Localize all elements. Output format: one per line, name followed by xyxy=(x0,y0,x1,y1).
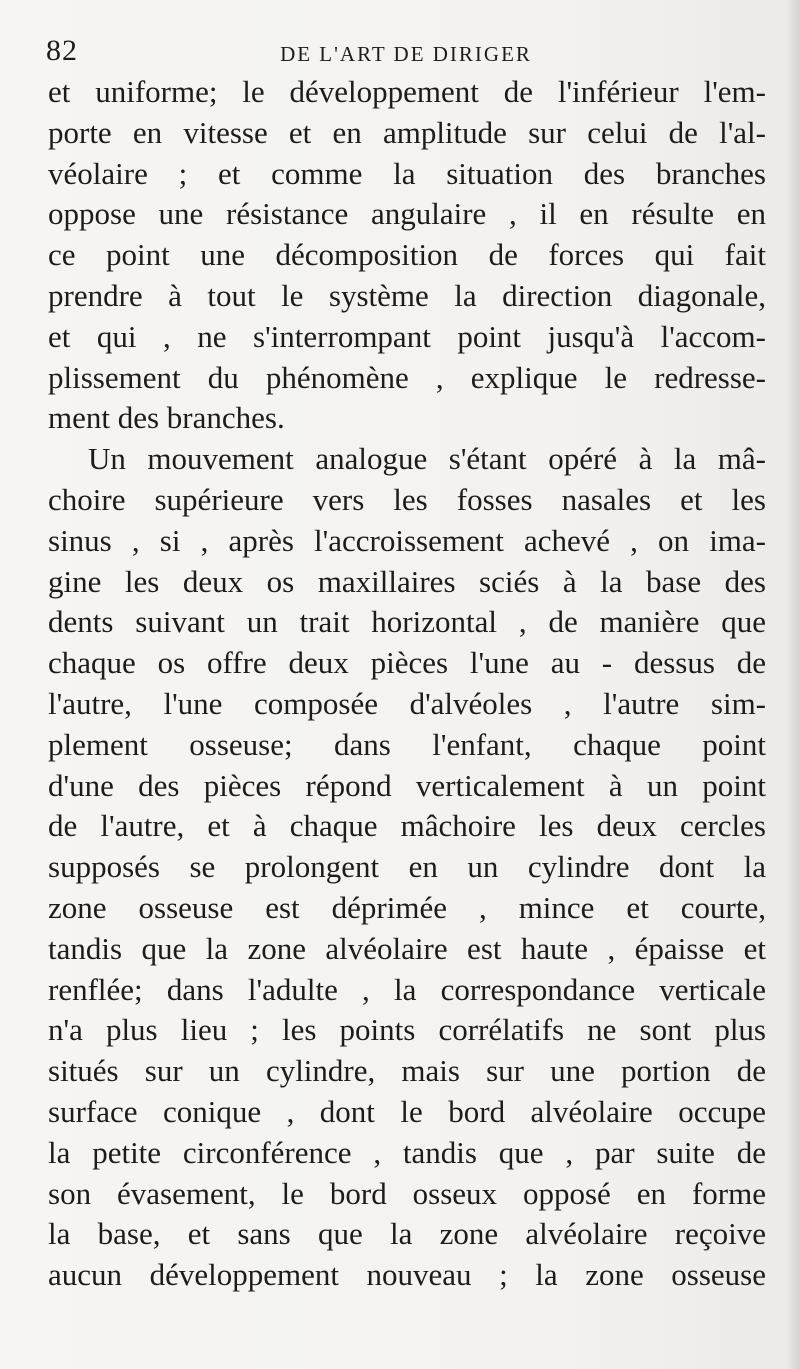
text-line: aucun développement nouveau ; la zone osseuse xyxy=(48,1257,766,1293)
text-line: sinus , si , après l'accroissement achevé , on ima- xyxy=(48,522,766,558)
text-line: plement osseuse; dans l'enfant, chaque point xyxy=(48,726,766,762)
text-line: ment des branches. xyxy=(48,400,285,436)
text-line: plissement du phénomène , explique le redresse- xyxy=(48,359,766,395)
text-line: d'une des pièces répond verticalement à un point xyxy=(48,767,766,803)
text-line: renflée; dans l'adulte , la correspondance verticale xyxy=(48,971,766,1007)
running-title: DE L'ART DE DIRIGER xyxy=(280,42,532,66)
text-line: zone osseuse est déprimée , mince et courte, xyxy=(48,889,766,925)
page-number: 82 xyxy=(46,34,78,67)
text-line: et uniforme; le développement de l'inférieur l'em- xyxy=(48,74,766,109)
text-line: dents suivant un trait horizontal , de manière que xyxy=(48,604,766,640)
text-line: tandis que la zone alvéolaire est haute , épaisse et xyxy=(48,930,766,966)
text-line: la petite circonférence , tandis que , par suite de xyxy=(48,1134,766,1170)
page-edge-shadow xyxy=(786,0,800,1369)
text-line: son évasement, le bord osseux opposé en forme xyxy=(48,1175,766,1211)
body-text xyxy=(48,72,766,1296)
text-line: et qui , ne s'interrompant point jusqu'à l'accom- xyxy=(48,318,766,354)
text-line: prendre à tout le système la direction diagonale, xyxy=(48,277,766,313)
text-line: de l'autre, et à chaque mâchoire les deux cercles xyxy=(48,808,766,844)
text-line: l'autre, l'une composée d'alvéoles , l'autre sim- xyxy=(48,685,766,721)
text-line: porte en vitesse et en amplitude sur celui de l'al- xyxy=(48,114,766,150)
text-line: choire supérieure vers les fosses nasales et les xyxy=(48,481,766,517)
text-line: la base, et sans que la zone alvéolaire reçoive xyxy=(48,1216,766,1252)
text-line: ce point une décomposition de forces qui fait xyxy=(48,237,766,273)
text-line: supposés se prolongent en un cylindre dont la xyxy=(48,849,766,885)
text-line: n'a plus lieu ; les points corrélatifs ne sont plus xyxy=(48,1012,766,1048)
text-line: surface conique , dont le bord alvéolaire occupe xyxy=(48,1093,766,1129)
text-line: situés sur un cylindre, mais sur une portion de xyxy=(48,1053,766,1089)
paragraph-start-line: Un mouvement analogue s'étant opéré à la mâ- xyxy=(88,441,766,477)
text-line: véolaire ; et comme la situation des branches xyxy=(48,155,766,191)
page-header xyxy=(46,34,766,70)
text-line: chaque os offre deux pièces l'une au - dessus de xyxy=(48,645,766,681)
text-line: gine les deux os maxillaires sciés à la base des xyxy=(48,563,766,599)
text-line: oppose une résistance angulaire , il en résulte en xyxy=(48,196,766,232)
